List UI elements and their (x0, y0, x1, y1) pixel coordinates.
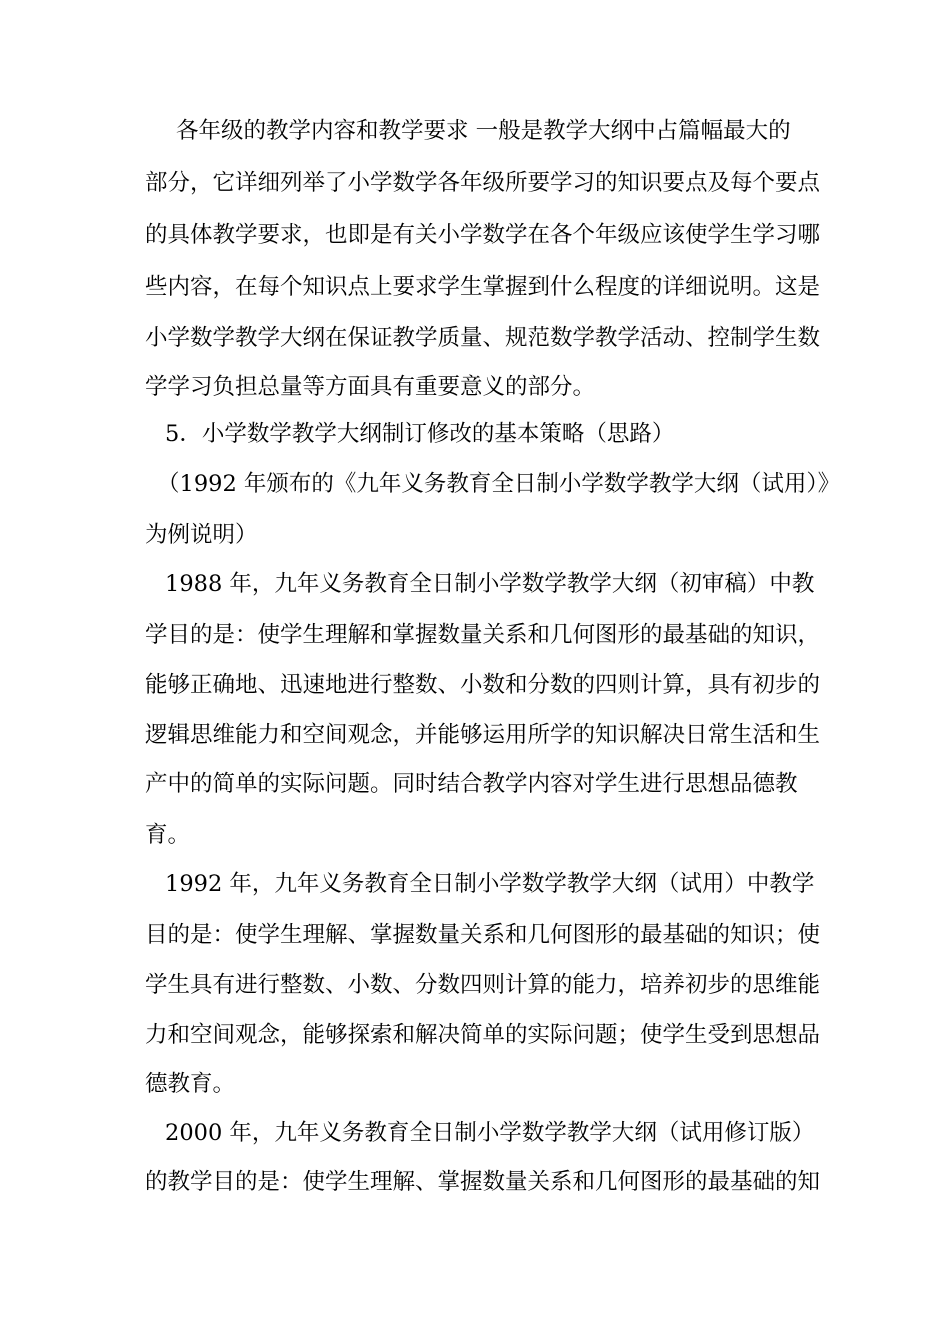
text-line: 的具体教学要求，也即是有关小学数学在各个年级应该使学生学习哪 (145, 222, 821, 248)
text-line: 力和空间观念，能够探索和解决简单的实际问题；使学生受到思想品 (145, 1022, 821, 1048)
text-line: 学目的是：使学生理解和掌握数量关系和几何图形的最基础的知识， (145, 622, 821, 648)
text-line: 的教学目的是：使学生理解、掌握数量关系和几何图形的最基础的知 (145, 1169, 821, 1195)
text-line: 产中的简单的实际问题。同时结合教学内容对学生进行思想品德教 (145, 771, 798, 797)
text-line: 目的是：使学生理解、掌握数量关系和几何图形的最基础的知识；使 (145, 922, 821, 948)
text-line: （1992 年颁布的《九年义务教育全日制小学数学教学大纲（试用）》 (157, 471, 841, 497)
text-line: 德教育。 (145, 1071, 236, 1097)
text-line: 2000 年，九年义务教育全日制小学数学教学大纲（试用修订版） (165, 1120, 815, 1146)
text-line: 为例说明） (145, 522, 258, 548)
text-line: 学学习负担总量等方面具有重要意义的部分。 (145, 374, 596, 400)
section-heading: 5．小学数学教学大纲制订修改的基本策略（思路） (165, 421, 675, 447)
text-line: 些内容，在每个知识点上要求学生掌握到什么程度的详细说明。这是 (145, 274, 821, 300)
text-line: 小学数学教学大纲在保证教学质量、规范数学教学活动、控制学生数 (145, 325, 821, 351)
text-line: 1988 年，九年义务教育全日制小学数学教学大纲（初审稿）中教 (165, 571, 815, 597)
text-line: 学生具有进行整数、小数、分数四则计算的能力，培养初步的思维能 (145, 972, 821, 998)
text-line: 育。 (145, 822, 191, 848)
text-line: 1992 年，九年义务教育全日制小学数学教学大纲（试用）中教学 (165, 871, 815, 897)
text-line: 逻辑思维能力和空间观念，并能够运用所学的知识解决日常生活和生 (145, 722, 821, 748)
text-line: 各年级的教学内容和教学要求 一般是教学大纲中占篇幅最大的 (176, 118, 791, 144)
text-line: 部分，它详细列举了小学数学各年级所要学习的知识要点及每个要点 (145, 170, 821, 196)
text-line: 能够正确地、迅速地进行整数、小数和分数的四则计算，具有初步的 (145, 672, 821, 698)
